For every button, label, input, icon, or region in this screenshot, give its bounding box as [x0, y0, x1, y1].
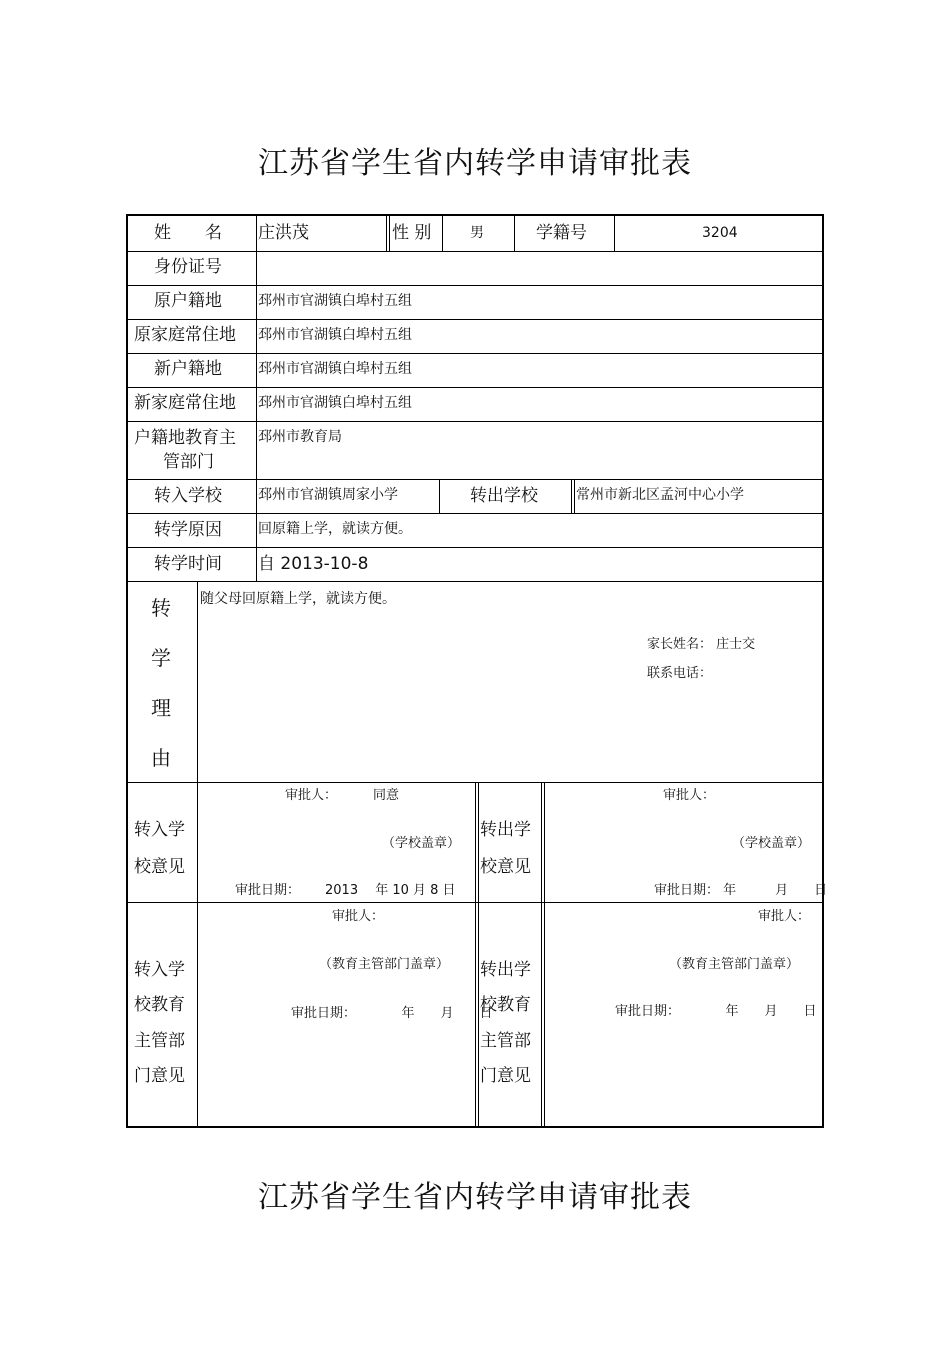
in-edu-label: 校教育 [134, 995, 185, 1015]
grounds-label-char: 转 [151, 596, 171, 620]
edu-dept-label: 户籍地教育主 [134, 428, 236, 448]
reason-label: 转学原因 [154, 520, 222, 540]
in-school-label: 转入学 [134, 820, 185, 840]
row-divider [128, 421, 822, 422]
out-edu-approver: 审批人： [758, 909, 811, 924]
col-divider [442, 216, 443, 251]
out-edu-seal: （教育主管部门盖章） [669, 957, 800, 972]
col-divider [574, 479, 575, 513]
grounds-label-char: 由 [151, 746, 171, 770]
transfer-in-label: 转入学校 [154, 486, 222, 506]
col-divider [389, 216, 390, 251]
out-school-label: 转出学 [480, 820, 531, 840]
form-title: 江苏省学生省内转学申请审批表 [258, 146, 692, 181]
in-school-date: 2013 年 10 月 8 日 [325, 883, 456, 898]
col-divider [197, 581, 198, 1126]
row-divider [128, 387, 822, 388]
reason-value: 回原籍上学，就读方便。 [258, 521, 412, 537]
row-divider [128, 251, 822, 252]
out-edu-label: 主管部 [480, 1031, 531, 1051]
out-school-label: 校意见 [480, 857, 531, 877]
out-school-date: 审批日期： 年 月 日 [654, 883, 828, 898]
time-value: 自 2013-10-8 [258, 554, 369, 574]
out-edu-date: 审批日期： 年 月 日 [615, 1004, 817, 1019]
orig-household-value: 邳州市官湖镇白埠村五组 [258, 293, 412, 309]
row-divider [128, 581, 822, 582]
time-label: 转学时间 [154, 554, 222, 574]
out-edu-label: 门意见 [480, 1066, 531, 1086]
in-school-opinion: 同意 [373, 788, 400, 803]
row-divider [128, 285, 822, 286]
row-divider [128, 513, 822, 514]
gender-label: 性 别 [392, 223, 432, 243]
name-label: 姓 名 [154, 223, 222, 243]
out-school-approver: 审批人： [663, 788, 716, 803]
edu-dept-label: 管部门 [163, 452, 214, 472]
col-divider [439, 479, 440, 513]
orig-residence-value: 邳州市官湖镇白埠村五组 [258, 327, 412, 343]
row-divider [128, 479, 822, 480]
gender-value: 男 [470, 225, 484, 241]
col-divider [544, 782, 545, 1126]
in-edu-date: 审批日期： 年 月 日 [291, 1006, 493, 1021]
in-edu-label: 主管部 [134, 1031, 185, 1051]
approval-form-table [126, 214, 828, 1128]
new-residence-label: 新家庭常住地 [134, 393, 236, 413]
grounds-label-char: 理 [151, 696, 171, 720]
in-school-label: 校意见 [134, 857, 185, 877]
transfer-in-value: 邳州市官湖镇周家小学 [258, 487, 398, 503]
row-divider [128, 547, 822, 548]
form-title-repeat: 江苏省学生省内转学申请审批表 [258, 1180, 692, 1215]
col-divider [478, 782, 479, 1126]
col-divider [614, 216, 615, 251]
out-edu-label: 校教育 [480, 995, 531, 1015]
in-edu-label: 门意见 [134, 1066, 185, 1086]
new-household-value: 邳州市官湖镇白埠村五组 [258, 361, 412, 377]
col-divider [514, 216, 515, 251]
in-school-date-label: 审批日期： [235, 883, 301, 898]
transfer-out-label: 转出学校 [470, 486, 538, 506]
in-school-seal: （学校盖章） [382, 836, 461, 851]
parent-name: 家长姓名： 庄士交 [647, 637, 756, 652]
student-id-value: 3204 [702, 225, 738, 241]
new-household-label: 新户籍地 [154, 359, 222, 379]
out-edu-label: 转出学 [480, 960, 531, 980]
student-id-label: 学籍号 [536, 223, 587, 243]
id-card-label: 身份证号 [154, 257, 222, 277]
name-value: 庄洪茂 [258, 223, 309, 243]
orig-residence-label: 原家庭常住地 [134, 325, 236, 345]
new-residence-value: 邳州市官湖镇白埠村五组 [258, 395, 412, 411]
row-divider [128, 319, 822, 320]
col-divider [386, 216, 387, 251]
grounds-text: 随父母回原籍上学，就读方便。 [200, 591, 396, 607]
in-edu-approver: 审批人： [332, 909, 385, 924]
grounds-label-char: 学 [151, 646, 171, 670]
col-divider [571, 479, 572, 513]
transfer-out-value: 常州市新北区孟河中心小学 [576, 487, 744, 503]
edu-dept-value: 邳州市教育局 [258, 429, 342, 445]
col-divider [475, 782, 476, 1126]
in-edu-seal: （教育主管部门盖章） [319, 957, 450, 972]
out-school-seal: （学校盖章） [732, 836, 811, 851]
row-divider [128, 353, 822, 354]
in-edu-label: 转入学 [134, 960, 185, 980]
in-school-approver: 审批人： [285, 788, 338, 803]
col-divider [256, 216, 257, 581]
col-divider [541, 782, 542, 1126]
orig-household-label: 原户籍地 [154, 291, 222, 311]
parent-phone: 联系电话： [647, 666, 713, 681]
